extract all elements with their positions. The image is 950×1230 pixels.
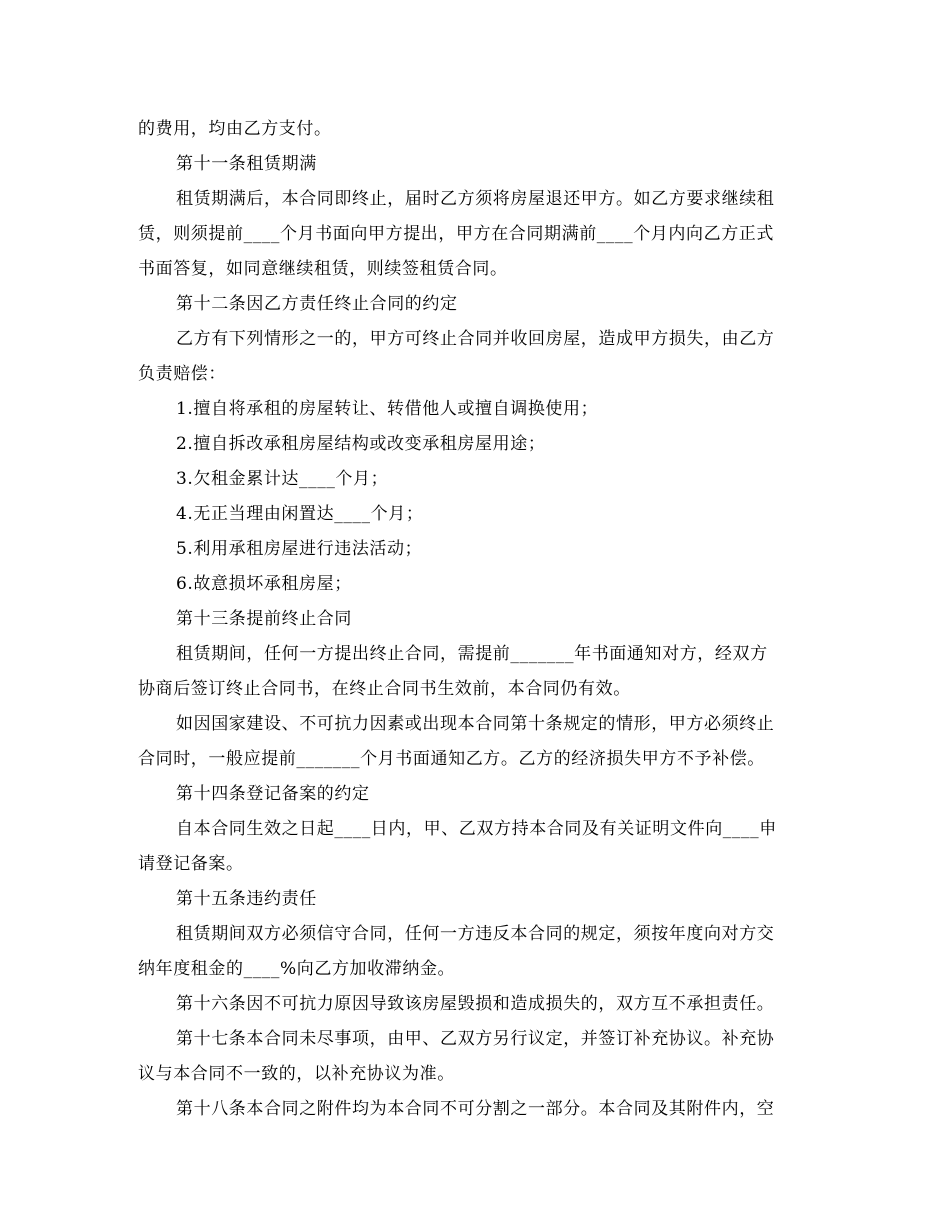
section-heading: 第十二条因乙方责任终止合同的约定 — [176, 294, 458, 314]
paragraph-line: 自本合同生效之日起____日内，甲、乙双方持本合同及有关证明文件向____申 — [176, 819, 777, 839]
paragraph-line: 的费用，均由乙方支付。 — [138, 119, 332, 139]
section-heading: 第十三条提前终止合同 — [176, 609, 352, 629]
paragraph-line: 租赁期间双方必须信守合同，任何一方违反本合同的规定，须按年度向对方交 — [176, 924, 775, 944]
section-heading: 第十四条登记备案的约定 — [176, 784, 370, 804]
paragraph-line: 乙方有下列情形之一的，甲方可终止合同并收回房屋，造成甲方损失，由乙方 — [176, 329, 775, 349]
section-heading: 第十五条违约责任 — [176, 889, 317, 909]
paragraph-line: 第十六条因不可抗力原因导致该房屋毁损和造成损失的，双方互不承担责任。 — [176, 994, 775, 1014]
paragraph-line: 纳年度租金的____%向乙方加收滞纳金。 — [138, 959, 456, 979]
paragraph-line: 如因国家建设、不可抗力因素或出现本合同第十条规定的情形，甲方必须终止 — [176, 714, 775, 734]
paragraph-line: 赁，则须提前____个月书面向甲方提出，甲方在合同期满前____个月内向乙方正式 — [138, 224, 774, 244]
list-item: 1.擅自将承租的房屋转让、转借他人或擅自调换使用； — [176, 399, 599, 419]
list-item: 6.故意损坏承租房屋； — [176, 574, 352, 594]
paragraph-line: 请登记备案。 — [138, 854, 244, 874]
list-item: 2.擅自拆改承租房屋结构或改变承租房屋用途； — [176, 434, 546, 454]
paragraph-line: 租赁期满后，本合同即终止，届时乙方须将房屋退还甲方。如乙方要求继续租 — [176, 189, 775, 209]
paragraph-line: 议与本合同不一致的，以补充协议为准。 — [138, 1064, 455, 1084]
list-item: 4.无正当理由闲置达____个月； — [176, 504, 424, 524]
list-item: 5.利用承租房屋进行违法活动； — [176, 539, 423, 559]
paragraph-line: 租赁期间，任何一方提出终止合同，需提前_______年书面通知对方，经双方 — [176, 644, 768, 664]
paragraph-line: 第十七条本合同未尽事项，由甲、乙双方另行议定，并签订补充协议。补充协 — [176, 1029, 775, 1049]
paragraph-line: 负责赔偿： — [138, 364, 226, 384]
section-heading: 第十一条租赁期满 — [176, 154, 317, 174]
paragraph-line: 协商后签订终止合同书，在终止合同书生效前，本合同仍有效。 — [138, 679, 631, 699]
paragraph-line: 合同时，一般应提前_______个月书面通知乙方。乙方的经济损失甲方不予补偿。 — [138, 749, 765, 769]
paragraph-line: 第十八条本合同之附件均为本合同不可分割之一部分。本合同及其附件内，空 — [176, 1099, 775, 1119]
list-item: 3.欠租金累计达____个月； — [176, 469, 389, 489]
paragraph-line: 书面答复，如同意继续租赁，则续签租赁合同。 — [138, 259, 508, 279]
